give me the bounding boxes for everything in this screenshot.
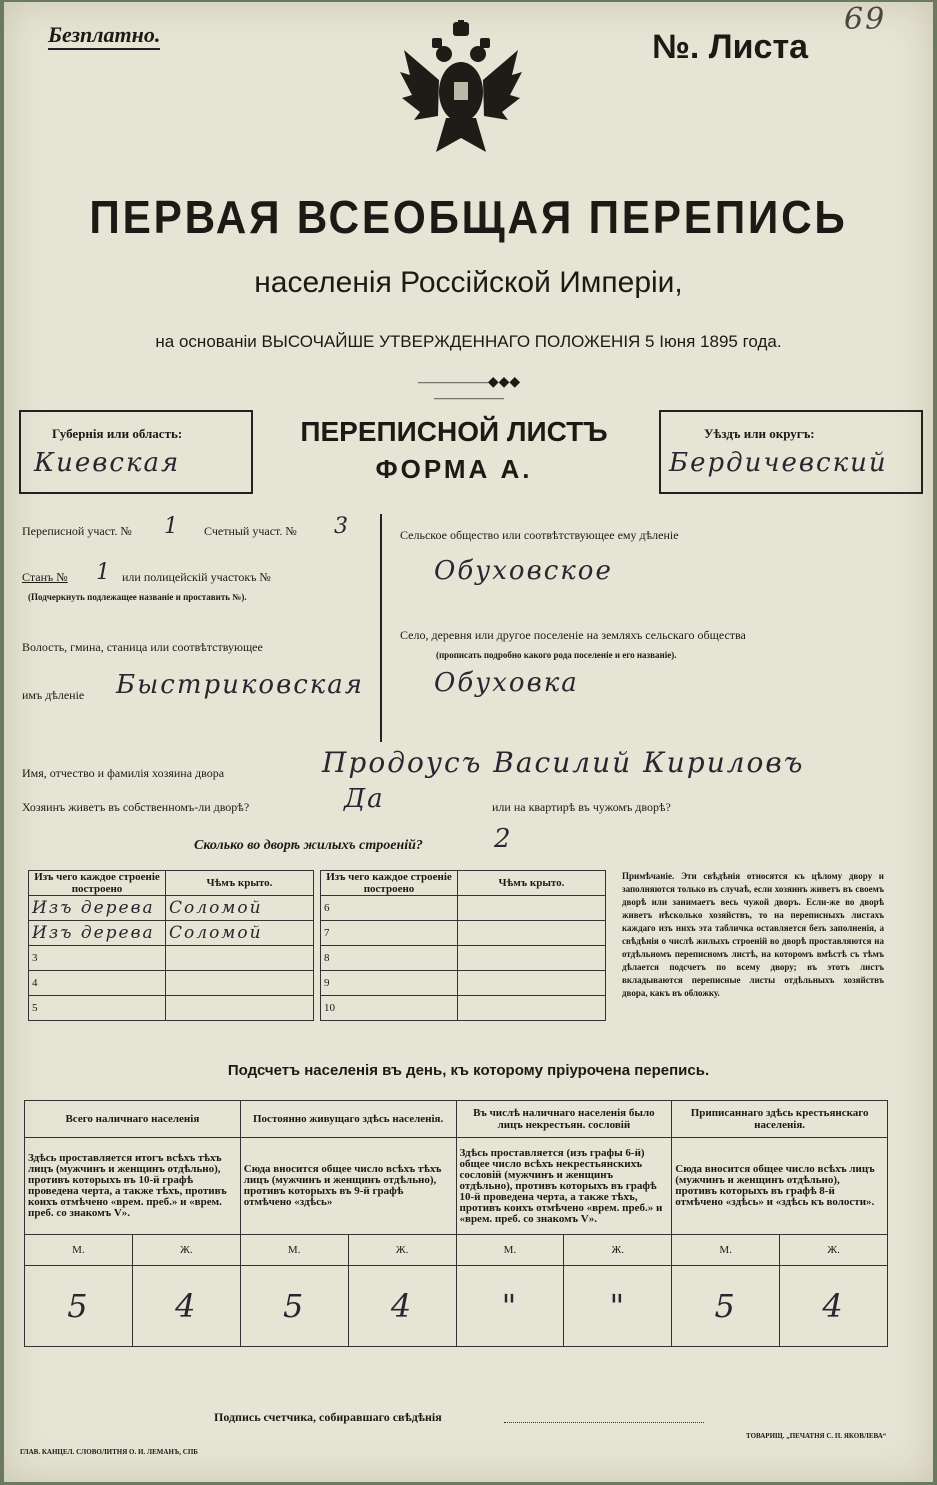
society-value: Обуховское — [434, 556, 613, 586]
buildings-value: 2 — [494, 824, 513, 854]
tally-head: Въ числѣ наличнаго населенія было лицъ некрестьян. сословій — [456, 1101, 672, 1138]
signature-line — [504, 1422, 704, 1423]
count-section-value: 3 — [334, 514, 350, 539]
female-header: Ж. — [780, 1235, 888, 1266]
printer-left: ГЛАВ. КАНЦЕЛ. СЛОВОЛИТНЯ О. И. ЛЕМАНЪ, СПБ — [20, 1448, 198, 1456]
signature-label: Подпись счетчика, собиравшаго свѣдѣнія — [214, 1410, 442, 1424]
material-header: Изъ чего каждое строеніе построено — [29, 871, 166, 896]
tally-desc: Сюда вносится общее число всѣхъ лицъ (мужчинъ и женщинъ отдѣльно), противъ которыхъ въ графѣ 8-й отмѣчено «здѣсь» и «здѣсь къ волости». — [672, 1138, 888, 1235]
tally-female-value: " — [564, 1266, 672, 1347]
note-text: Примѣчаніе. Эти свѣдѣнія относятся къ цѣлому двору и заполняются только въ случаѣ, если хозяинъ живетъ въ своемъ дворѣ или занимаетъ весь чужой дворъ. Если-же во дворѣ живетъ нѣсколько хозяйствъ, то на переписныхъ листахъ каждаго изъ нихъ эта табличка оставляется безъ заполненія, а свѣдѣнія о числѣ жилыхъ строеній во дворѣ проставляются на отдѣльномъ переписномъ листѣ, на которомъ вмѣстѣ съ тѣмъ дѣлается подсчетъ по всему двору; въ этотъ листъ вкладываются переписные листы отдѣльныхъ хозяйствъ двора, какъ въ обложку. — [622, 871, 884, 998]
tally-desc: Здѣсь проставляется итогъ всѣхъ тѣхъ лицъ (мужчинъ и женщинъ отдѣльно), противъ которыхъ въ 10-й графѣ проведена черта, а также тѣхъ, противъ коихъ отмѣчено «врем. преб.» и «врем. преб. со знакомъ V». — [25, 1138, 241, 1235]
table-row — [29, 996, 314, 1021]
sheet-number-value: 69 — [844, 2, 887, 37]
tally-female-value: 4 — [132, 1266, 240, 1347]
ornament-divider: —————◆◆◆————— — [417, 375, 521, 406]
tally-head: Всего наличнаго населенія — [25, 1101, 241, 1138]
volost-value: Быстриковская — [116, 670, 365, 700]
row-number: 4 — [32, 977, 38, 989]
tally-table — [24, 1100, 888, 1347]
table-row — [321, 921, 606, 946]
society-label: Сельское общество или соотвѣтствующее ему дѣленіе — [400, 528, 679, 542]
volost-label-2: имъ дѣленіе — [22, 688, 85, 702]
row-number: 8 — [321, 946, 458, 971]
table-row — [321, 896, 606, 921]
own-yard-label: Хозяинъ живетъ въ собственномъ-ли дворѣ? — [22, 800, 250, 814]
male-header: М. — [25, 1235, 133, 1266]
main-title: ПЕРВАЯ ВСЕОБЩАЯ ПЕРЕПИСЬ — [89, 191, 848, 243]
tally-head: Постоянно живущаго здѣсь населенія. — [240, 1101, 456, 1138]
census-section-label: Переписной участ. № — [22, 524, 132, 538]
row-number: 7 — [321, 921, 458, 946]
double-headed-eagle-emblem — [396, 20, 526, 160]
tally-title: Подсчетъ населенія въ день, къ которому пріурочена перепись. — [227, 1062, 710, 1079]
tally-male-value: 5 — [672, 1266, 780, 1347]
male-header: М. — [240, 1235, 348, 1266]
table-row — [321, 946, 606, 971]
village-label: Село, деревня или другое поселеніе на земляхъ сельскаго общества — [400, 628, 746, 642]
village-note: (прописать подробно какого рода поселеніе и его названіе). — [436, 650, 677, 660]
male-header: М. — [456, 1235, 564, 1266]
province-label: Губернія или область: — [52, 426, 183, 441]
table-row — [29, 946, 314, 971]
printer-right: ТОВАРИЩ. „ПЕЧАТНЯ С. П. ЯКОВЛЕВА“ — [746, 1432, 887, 1440]
material-header-2: Изъ чего каждое строеніе построено — [321, 871, 458, 896]
material-cell: Изъ дерева — [32, 898, 155, 918]
tally-female-value: 4 — [780, 1266, 888, 1347]
free-label: Безплатно. — [48, 22, 160, 50]
district-label: Уѣздъ или округъ: — [704, 426, 815, 441]
tally-desc: Здѣсь проставляется (изъ графы 6-й) общее число всѣхъ некрестьянскихъ сословій (мужчинъ и женщинъ отдѣльно), противъ которыхъ въ графѣ 10-й проведена черта, а также тѣхъ, противъ коихъ отмѣчено «врем. преб.» и «врем. преб. со знакомъ V». — [456, 1138, 672, 1235]
table-row — [29, 896, 314, 921]
roof-cell: Соломой — [169, 923, 263, 943]
row-number: 6 — [321, 896, 458, 921]
row-number: 5 — [32, 1002, 38, 1014]
police-section-label: или полицейскій участокъ № — [122, 570, 271, 584]
form-title: ПЕРЕПИСНОЙ ЛИСТЪ — [300, 416, 608, 447]
tally-male-value: 5 — [25, 1266, 133, 1347]
buildings-table-right — [320, 870, 606, 1021]
province-value: Киевская — [34, 448, 181, 478]
owner-value: Продоусъ Василий Кириловъ — [322, 746, 805, 779]
count-section-label: Счетный участ. № — [204, 524, 297, 538]
material-cell: Изъ дерева — [32, 923, 155, 943]
form-letter: ФОРМА А. — [375, 454, 533, 484]
district-value: Бердичевский — [669, 448, 888, 478]
own-yard-value: Да — [344, 784, 385, 814]
roof-header-2: Чѣмъ крыто. — [458, 871, 606, 896]
roof-cell: Соломой — [169, 898, 263, 918]
sheet-number-label: №. Листа — [652, 28, 809, 66]
stan-label: Станъ № — [22, 570, 68, 584]
tally-desc: Сюда вносится общее число всѣхъ тѣхъ лицъ (мужчинъ и женщинъ отдѣльно), противъ которыхъ въ 9-й графѣ отмѣчено «здѣсь» — [240, 1138, 456, 1235]
basis-line: на основаніи ВЫСОЧАЙШЕ УТВЕРЖДЕННАГО ПОЛОЖЕНІЯ 5 Іюня 1895 года. — [155, 332, 782, 351]
census-section-value: 1 — [164, 514, 180, 539]
census-sheet — [4, 2, 933, 1482]
buildings-label: Сколько во дворѣ жилыхъ строеній? — [194, 838, 423, 853]
tally-female-value: 4 — [348, 1266, 456, 1347]
female-header: Ж. — [348, 1235, 456, 1266]
subtitle: населенія Россійской Имперіи, — [254, 266, 683, 299]
row-number: 3 — [32, 952, 38, 964]
village-value: Обуховка — [434, 668, 579, 698]
row-number: 9 — [321, 971, 458, 996]
table-row — [29, 971, 314, 996]
table-row — [321, 971, 606, 996]
male-header: М. — [672, 1235, 780, 1266]
row-number: 10 — [321, 996, 458, 1021]
buildings-table-left — [28, 870, 314, 1021]
tally-male-value: 5 — [240, 1266, 348, 1347]
fields-divider — [380, 514, 382, 742]
volost-label: Волость, гмина, станица или соотвѣтствующее — [22, 640, 263, 654]
table-row — [321, 996, 606, 1021]
table-row — [29, 921, 314, 946]
tally-head: Приписаннаго здѣсь крестьянскаго населенія. — [672, 1101, 888, 1138]
rent-label: или на квартирѣ въ чужомъ дворѣ? — [492, 800, 671, 814]
roof-header: Чѣмъ крыто. — [166, 871, 314, 896]
tally-male-value: " — [456, 1266, 564, 1347]
female-header: Ж. — [132, 1235, 240, 1266]
stan-value: 1 — [96, 560, 112, 585]
owner-label: Имя, отчество и фамилія хозяина двора — [22, 766, 225, 780]
female-header: Ж. — [564, 1235, 672, 1266]
stan-note: (Подчеркнуть подлежащее названіе и проставить №). — [28, 592, 247, 602]
